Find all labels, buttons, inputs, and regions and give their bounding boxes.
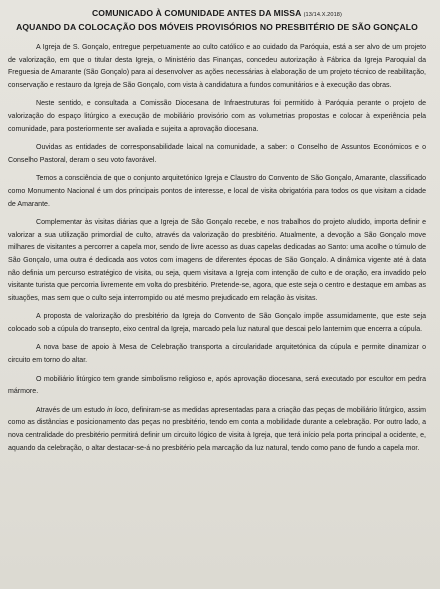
document-title bbox=[8, 7, 426, 21]
title-line-1: COMUNICADO À COMUNIDADE ANTES DA MISSA bbox=[91, 8, 302, 18]
paragraph-9-end: , definiram-se as medidas apresentadas para a criação das peças de mobiliário litúrgico, assim como as distâncias e posicionamento das peças no presbitério, tendo em conta a mobilidade durante a celebração. Por outro lado, a nova centralidade do presbitério permitirá definir um circuito lógico de visita à Igreja, que terá início pela porta principal a ocidente, e, aquando da celebração, o altar destacar-se-á no presbitério pela marcação da luz natural, tendo como pano de fundo a capela mor. bbox=[8, 406, 426, 452]
paragraph-2: Neste sentido, e consultada a Comissão Diocesana de Infraestruturas foi permitido à Paróquia perante o projeto de valorização do espaço litúrgico a execução de mobiliário provisório com as volumetrias propostas e colocar à experiência pela comunidade, para posteriormente ser avaliada e sujeita a aprovação diocesana. bbox=[8, 100, 426, 133]
paragraph-1: A Igreja de S. Gonçalo, entregue perpetuamente ao culto católico e ao cuidado da Paróquia, está a ser alvo de um projeto de valorização, em que o titular desta Igreja, o Ministério das Finanças, concedeu autorização à Fábrica da Igreja Paroquial da Freguesia de Amarante (São Gonçalo) para aí desenvolver as ações necessárias à elaboração de um projeto técnico de reabilitação, conservação e restauro da Igreja de São Gonçalo, com vista à candidatura a fundos comunitários e à execução das obras. bbox=[8, 44, 426, 89]
paragraph-9 bbox=[8, 405, 426, 455]
paragraph-9-start: Através de um estudo bbox=[36, 406, 108, 414]
title-date: (13/14.X.2018) bbox=[303, 12, 342, 18]
paragraph-5: Complementar às visitas diárias que a Igreja de São Gonçalo recebe, e nos trabalhos do projeto aludido, importa definir e valorizar a sua utilização primordial de culto, através da valorização do presbitério. Atualmente, a devoção a São Gonçalo move milhares de visitantes a percorrer a capela mor, sendo de livre acesso as duas capelas dedicadas ao Santo: uma acolhe o túmulo de São Gonçalo, uma outra é dedicada aos votos com imagens de diferentes épocas de São Gonçalo. A dinâmica vigente até à data não definia um percurso estratégico de visita, ou seja, quem visitava a Igreja com intenção de culto e de oração, era invadido pelo visitante turista que percorria livremente em volta do presbitério. Pretende-se, agora, que este seja o centro e destaque em ambas as situações, mas sem que o culto seja interrompido ou até mesmo prejudicado em relação às visitas. bbox=[8, 219, 426, 302]
paragraph-3: Ouvidas as entidades de corresponsabilidade laical na comunidade, a saber: o Conselho de Assuntos Económicos e o Conselho Pastoral, deram o seu voto favorável. bbox=[8, 144, 426, 164]
paragraph-6: A proposta de valorização do presbitério da Igreja do Convento de São Gonçalo impõe assumidamente, que este seja colocado sob a cúpula do transepto, eixo central da Igreja, marcado pela luz natural que descai pelo lanternim que encerra a cúpula. bbox=[8, 313, 426, 333]
paragraph-7: A nova base de apoio à Mesa de Celebração transporta a circularidade arquitetónica da cúpula e permite dinamizar o circuito em torno do altar. bbox=[8, 344, 426, 365]
document-body bbox=[8, 42, 426, 455]
paragraph-8: O mobiliário litúrgico tem grande simbolismo religioso e, após aprovação diocesana, será executado por escultor em pedra mármore. bbox=[8, 375, 426, 396]
paragraph-9-italic: in loco bbox=[107, 406, 128, 414]
document-subtitle: AQUANDO DA COLOCAÇÃO DOS MÓVEIS PROVISÓRIOS NO PRESBITÉRIO DE SÃO GONÇALO bbox=[16, 22, 418, 32]
paragraph-4: Temos a consciência de que o conjunto arquitetónico Igreja e Claustro do Convento de São Gonçalo, Amarante, classificado como Monumento Nacional é um dos principais pontos de interesse, e local de visita obrigatória para todos os que visitam a cidade de Amarante. bbox=[8, 175, 426, 208]
